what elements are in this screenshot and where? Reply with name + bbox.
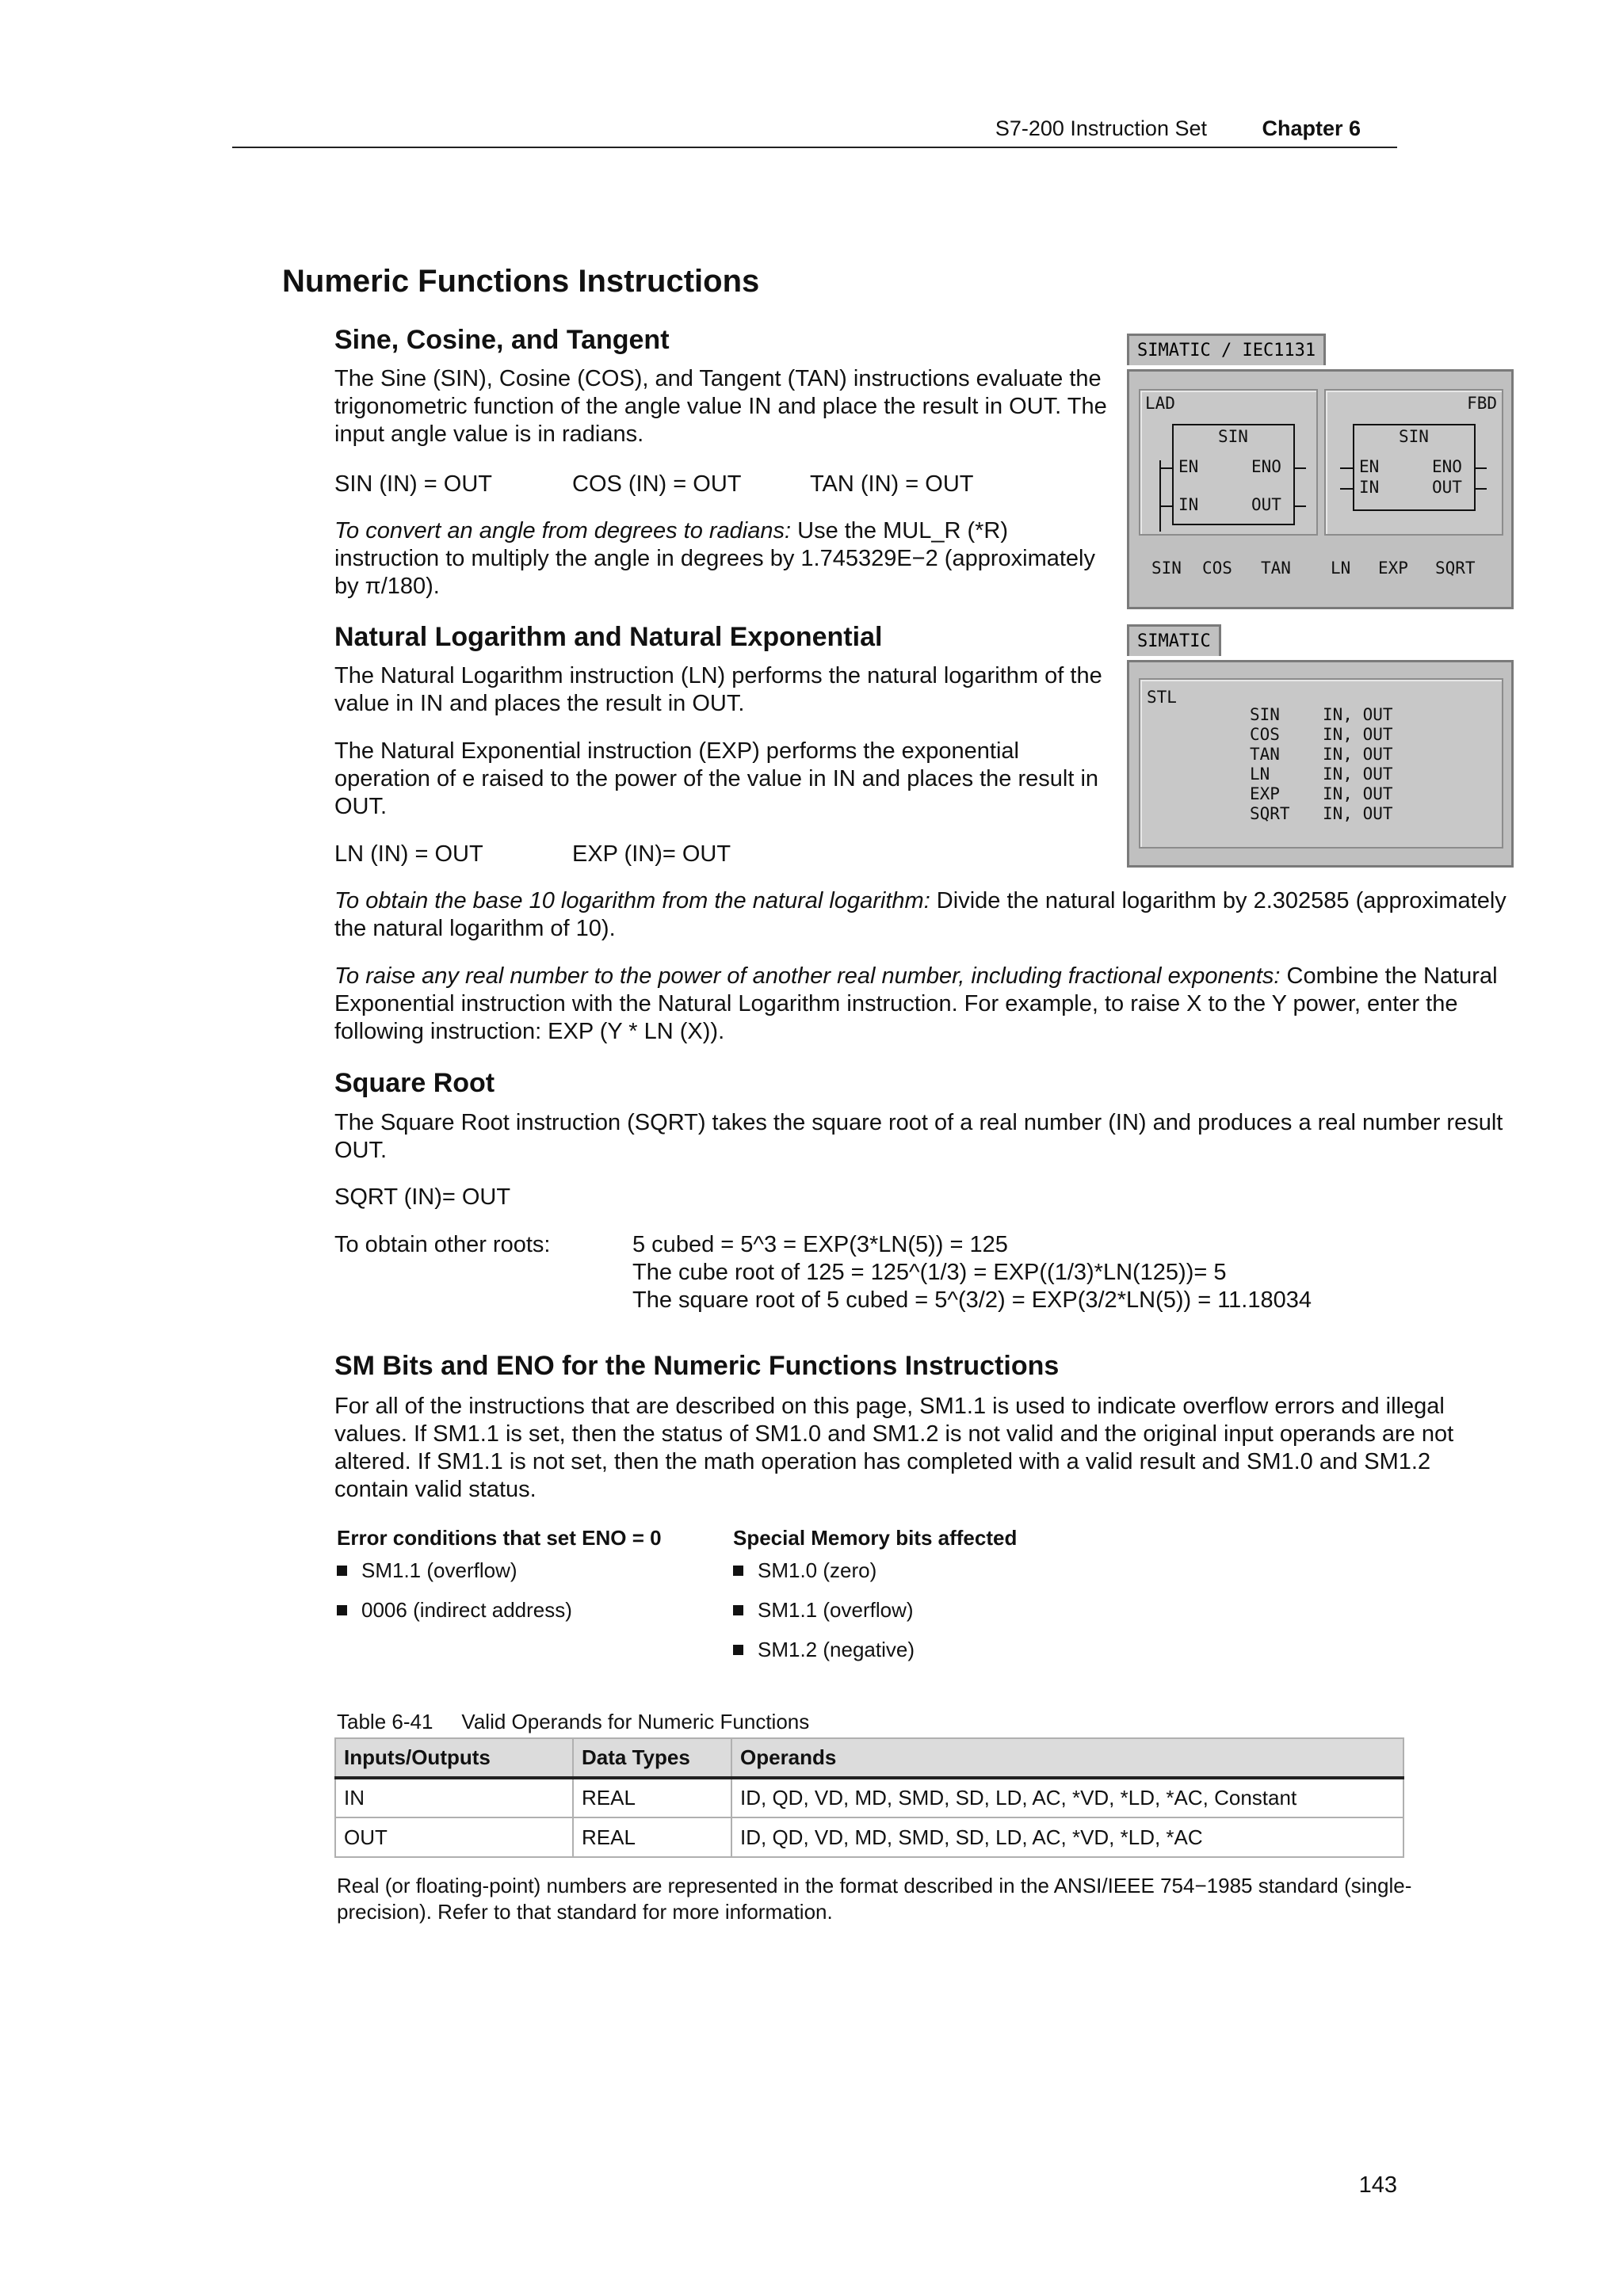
roots-line: The square root of 5 cubed = 5^(3/2) = EXP(3/2*LN(5)) = 11.18034 [632, 1287, 1312, 1313]
stl-area [1139, 678, 1503, 849]
table-row [335, 1817, 1403, 1857]
table-cell: ID, QD, VD, MD, SMD, SD, LD, AC, *VD, *LD, *AC, Constant [731, 1778, 1403, 1817]
fbd-area [1324, 389, 1503, 536]
fbd-label: FBD [1467, 394, 1497, 413]
error-item-label: 0006 (indirect address) [361, 1598, 572, 1622]
lad-area [1139, 389, 1318, 536]
instruction-exp[interactable]: EXP [1378, 559, 1408, 578]
en-pin: EN [1178, 457, 1199, 476]
box-title: SIN [1399, 427, 1429, 446]
stl-op: COS [1250, 725, 1280, 744]
wire [1340, 488, 1353, 490]
convert-note-italic: To convert an angle from degrees to radians: [334, 518, 792, 543]
sm-paragraph: For all of the instructions that are described on this page, SM1.1 is used to indicate overflow errors and illegal values. If SM1.1 is set, then the status of SM1.0 and SM1.2 is not valid and the original input operands are not altered. If SM1.1 is not set, then the math operation has completed with a valid result and SM1.0 and SM1.2 contain valid status. [334, 1394, 1454, 1502]
stl-arg: IN, OUT [1323, 804, 1393, 823]
sqrt-heading: Square Root [334, 1068, 495, 1098]
table-cell: OUT [335, 1817, 573, 1857]
eno-pin: ENO [1432, 457, 1462, 476]
stl-arg: IN, OUT [1323, 784, 1393, 803]
table-header-row [335, 1738, 1403, 1778]
base10-note-text: Divide the natural logarithm by 2.302585 (approximately the natural logarithm of 10). [334, 888, 1507, 941]
out-pin: OUT [1432, 478, 1462, 497]
instruction-cos[interactable]: COS [1202, 559, 1232, 578]
stl-op: LN [1250, 765, 1270, 784]
bit-item-label: SM1.1 (overflow) [758, 1598, 914, 1622]
instruction-sqrt[interactable]: SQRT [1435, 559, 1476, 578]
wire [1159, 505, 1172, 507]
instruction-ln[interactable]: LN [1331, 559, 1351, 578]
power-note [334, 963, 1507, 1046]
bullet-icon [733, 1645, 743, 1655]
bit-item [733, 1638, 915, 1662]
wire [1295, 467, 1306, 469]
lad-label: LAD [1145, 394, 1175, 413]
power-note-italic: To raise any real number to the power of another real number, including fractional exponents: [334, 963, 1281, 989]
column-header: Inputs/Outputs [335, 1738, 573, 1778]
table-footnote: Real (or floating-point) numbers are represented in the format described in the ANSI/IEEE 754−1985 standard (single-precision). Refer to that standard for more information. [337, 1874, 1412, 1924]
eq-sqrt: SQRT (IN)= OUT [334, 1184, 511, 1210]
ln-paragraph: The Natural Logarithm instruction (LN) performs the natural logarithm of the value in IN and places the result in OUT. [334, 663, 1102, 716]
table-caption-number: Table 6-41 [337, 1710, 433, 1733]
lad-sin-box [1172, 424, 1295, 525]
column-header: Data Types [573, 1738, 731, 1778]
error-item-label: SM1.1 (overflow) [361, 1558, 517, 1582]
operands-table [334, 1737, 1404, 1858]
stl-op: SIN [1250, 705, 1280, 724]
trig-heading: Sine, Cosine, and Tangent [334, 325, 670, 355]
header-title: S7-200 Instruction Set [995, 116, 1207, 140]
table-caption-text: Valid Operands for Numeric Functions [461, 1710, 810, 1733]
running-header [232, 113, 1397, 148]
wire [1340, 467, 1353, 469]
roots-line: 5 cubed = 5^3 = EXP(3*LN(5)) = 125 [632, 1232, 1008, 1257]
error-item [337, 1598, 572, 1623]
roots-line: The cube root of 125 = 125^(1/3) = EXP((1/3)*LN(125))= 5 [632, 1260, 1227, 1285]
base10-note-italic: To obtain the base 10 logarithm from the natural logarithm: [334, 888, 930, 913]
table-cell: IN [335, 1778, 573, 1817]
bullet-icon [337, 1605, 347, 1615]
stl-op: EXP [1250, 784, 1280, 803]
exp-paragraph: The Natural Exponential instruction (EXP) performs the exponential operation of e raised to the power of the value in IN and places the result in OUT. [334, 738, 1099, 819]
stl-op: TAN [1250, 745, 1280, 764]
fbd-sin-box [1353, 424, 1476, 511]
table-cell: REAL [573, 1817, 731, 1857]
trig-convert-note [334, 517, 1111, 601]
bullet-icon [733, 1605, 743, 1615]
eno-pin: ENO [1251, 457, 1281, 476]
wire [1476, 488, 1487, 490]
table-cell: ID, QD, VD, MD, SMD, SD, LD, AC, *VD, *LD, *AC [731, 1817, 1403, 1857]
bit-item [733, 1558, 876, 1583]
base10-note [334, 887, 1507, 943]
eq-ln: LN (IN) = OUT [334, 841, 483, 867]
in-pin: IN [1359, 478, 1380, 497]
header-chapter: Chapter 6 [1262, 116, 1361, 140]
errors-title: Error conditions that set ENO = 0 [337, 1526, 662, 1550]
wire [1295, 505, 1306, 507]
wire [1476, 467, 1487, 469]
stl-arg: IN, OUT [1323, 705, 1393, 724]
roots-label: To obtain other roots: [334, 1232, 551, 1257]
sqrt-paragraph: The Square Root instruction (SQRT) takes the square root of a real number (IN) and produces a real number result OUT. [334, 1110, 1503, 1163]
trig-paragraph: The Sine (SIN), Cosine (COS), and Tangent (TAN) instructions evaluate the trigonometric function of the angle value IN and place the result in OUT. The input angle value is in radians. [334, 366, 1107, 447]
eq-exp: EXP (IN)= OUT [572, 841, 731, 867]
stl-panel [1127, 660, 1514, 868]
eq-sin: SIN (IN) = OUT [334, 471, 492, 497]
table-row [335, 1778, 1403, 1817]
panel-tab-simatic-iec[interactable]: SIMATIC / IEC1131 [1127, 334, 1326, 365]
bit-item-label: SM1.0 (zero) [758, 1558, 877, 1582]
page-title: Numeric Functions Instructions [282, 264, 760, 299]
out-pin: OUT [1251, 495, 1281, 514]
instruction-tan[interactable]: TAN [1261, 559, 1291, 578]
stl-label: STL [1147, 688, 1177, 707]
page-number: 143 [1358, 2172, 1397, 2198]
power-note-text: Combine the Natural Exponential instruction with the Natural Logarithm instruction. For example, to raise X to the Y power, enter the following instruction: EXP (Y * LN (X)). [334, 963, 1498, 1044]
stl-arg: IN, OUT [1323, 725, 1393, 744]
stl-arg: IN, OUT [1323, 765, 1393, 784]
wire [1159, 467, 1172, 469]
bit-item-label: SM1.2 (negative) [758, 1638, 915, 1661]
instruction-sin[interactable]: SIN [1151, 559, 1182, 578]
sm-heading: SM Bits and ENO for the Numeric Functions Instructions [334, 1351, 1060, 1381]
column-header: Operands [731, 1738, 1403, 1778]
in-pin: IN [1178, 495, 1199, 514]
bullet-icon [733, 1566, 743, 1576]
bit-item [733, 1598, 914, 1623]
table-cell: REAL [573, 1778, 731, 1817]
power-rail [1159, 460, 1161, 532]
table-caption [337, 1710, 809, 1734]
panel-tab-simatic[interactable]: SIMATIC [1127, 624, 1221, 656]
eq-cos: COS (IN) = OUT [572, 471, 742, 497]
box-title: SIN [1218, 427, 1248, 446]
bits-title: Special Memory bits affected [733, 1526, 1018, 1550]
stl-args [1323, 705, 1393, 824]
stl-ops [1250, 705, 1290, 824]
en-pin: EN [1359, 457, 1380, 476]
stl-op: SQRT [1250, 804, 1290, 823]
convert-note-text: Use the MUL_R (*R) instruction to multiply the angle in degrees by 1.745329E−2 (approximately by π/180). [334, 518, 1095, 599]
stl-arg: IN, OUT [1323, 745, 1393, 764]
error-item [337, 1558, 517, 1583]
ln-heading: Natural Logarithm and Natural Exponential [334, 622, 883, 652]
bullet-icon [337, 1566, 347, 1576]
eq-tan: TAN (IN) = OUT [810, 471, 974, 497]
lad-fbd-panel [1127, 369, 1514, 609]
